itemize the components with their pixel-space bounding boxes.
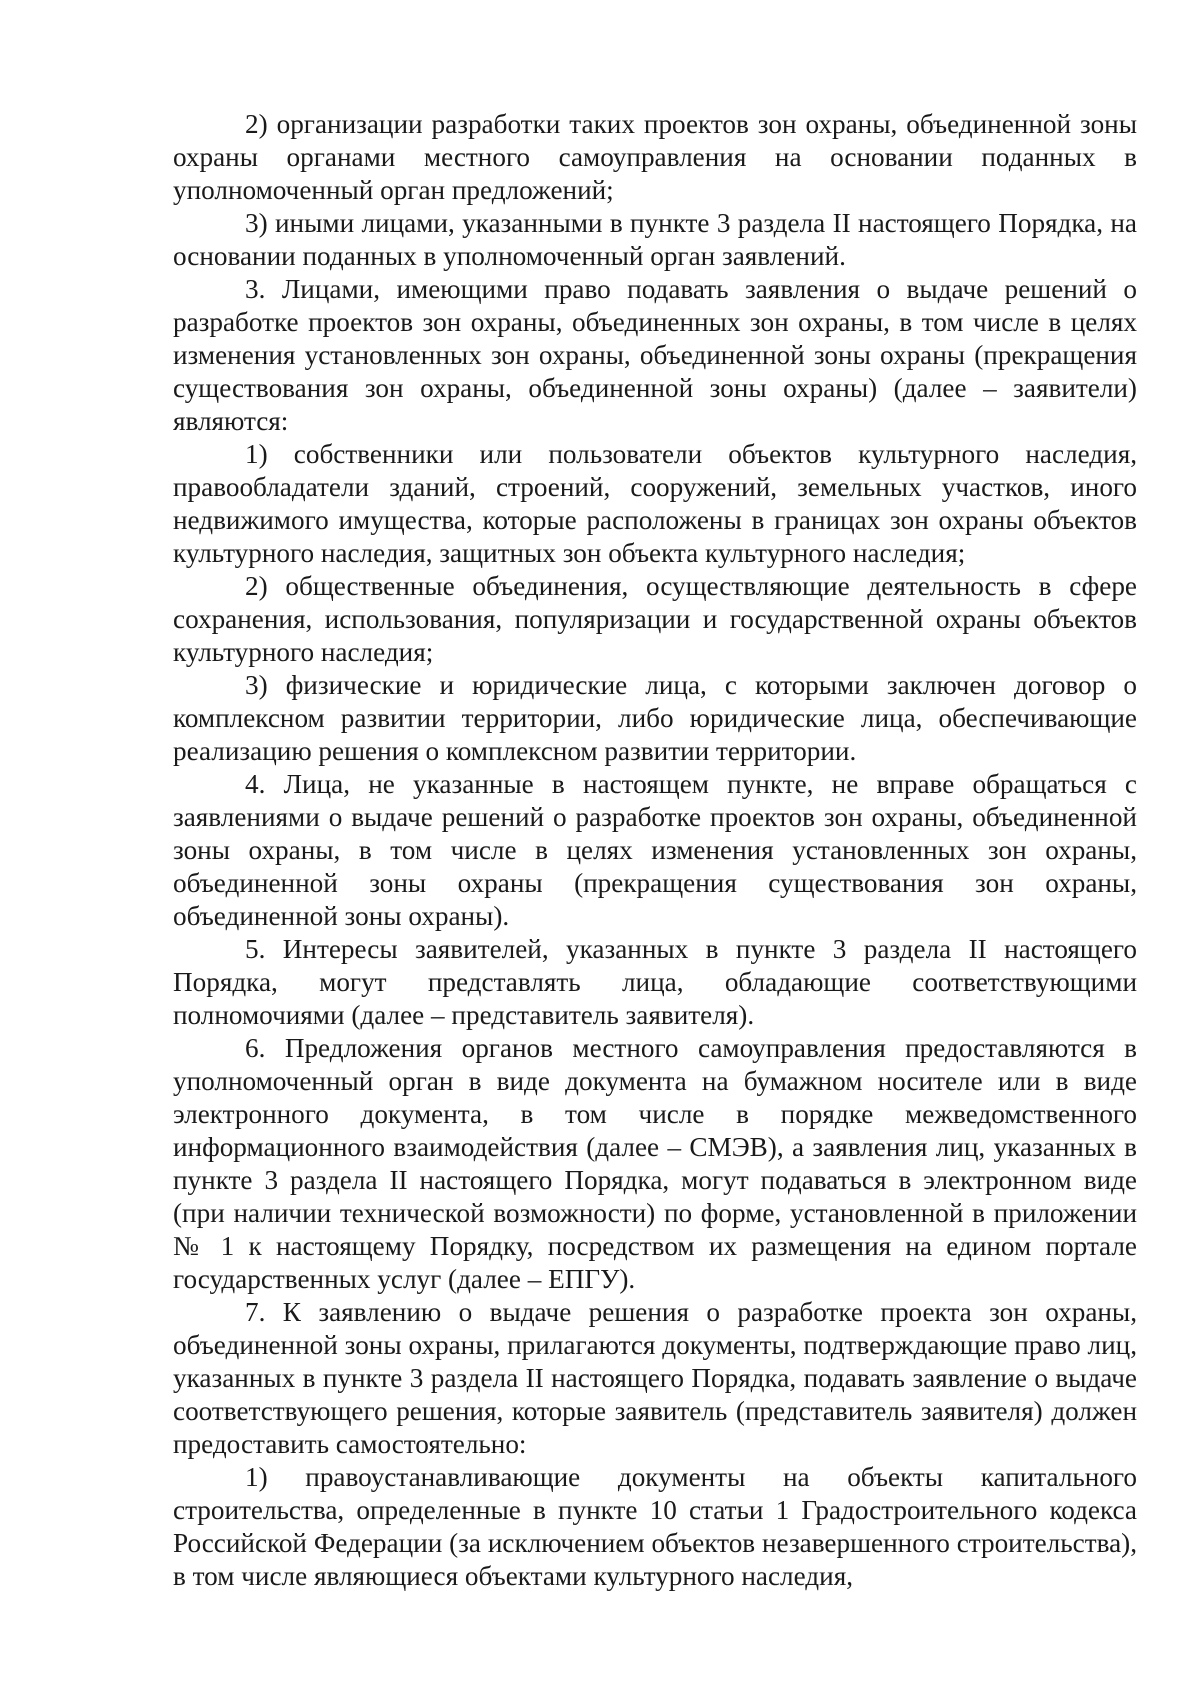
paragraph-clause-7-documents: 7. К заявлению о выдаче решения о разработке проекта зон охраны, объединенной зоны охраны, прилагаются документы, подтверждающие право лиц, указанных в пункте 3 раздела II настоящего Порядка, подавать заявление о выдаче соответствующего решения, которые заявитель (представитель заявителя) должен предоставить самостоятельно:: [173, 1297, 1137, 1459]
paragraph-item-2-organization: 2) организации разработки таких проектов зон охраны, объединенной зоны охраны органами местного самоуправления на основании поданных в уполномоченный орган предложений;: [173, 109, 1137, 205]
paragraph-clause-4-not-entitled: 4. Лица, не указанные в настоящем пункте, не вправе обращаться с заявлениями о выдаче решений о разработке проектов зон охраны, объединенной зоны охраны, в том числе в целях изменения установленных зон охраны, объединенной зоны охраны (прекращения существования зон охраны, объединенной зоны охраны).: [173, 769, 1137, 931]
document-page: [173, 108, 1137, 1593]
paragraph-item-1-title-documents: 1) правоустанавливающие документы на объекты капитального строительства, определенные в пункте 10 статьи 1 Градостроительного кодекса Российской Федерации (за исключением объектов незавершенного строительства), в том числе являющиеся объектами культурного наследия,: [173, 1462, 1137, 1591]
paragraph-item-1-owners: 1) собственники или пользователи объектов культурного наследия, правообладатели зданий, строений, сооружений, земельных участков, иного недвижимого имущества, которые расположены в границах зон охраны объектов культурного наследия, защитных зон объекта культурного наследия;: [173, 439, 1137, 568]
paragraph-clause-3-applicants: 3. Лицами, имеющими право подавать заявления о выдаче решений о разработке проектов зон охраны, объединенных зон охраны, в том числе в целях изменения установленных зон охраны, объединенной зоны охраны (прекращения существования зон охраны, объединенной зоны охраны) (далее – заявители) являются:: [173, 274, 1137, 436]
paragraph-item-2-public-associations: 2) общественные объединения, осуществляющие деятельность в сфере сохранения, использования, популяризации и государственной охраны объектов культурного наследия;: [173, 571, 1137, 667]
paragraph-clause-6-submission: 6. Предложения органов местного самоуправления предоставляются в уполномоченный орган в виде документа на бумажном носителе или в виде электронного документа, в том числе в порядке межведомственного информационного взаимодействия (далее – СМЭВ), а заявления лиц, указанных в пункте 3 раздела II настоящего Порядка, могут подаваться в электронном виде (при наличии технической возможности) по форме, установленной в приложении № 1 к настоящему Порядку, посредством их размещения на едином портале государственных услуг (далее – ЕПГУ).: [173, 1033, 1137, 1294]
paragraph-item-3-legal-entities: 3) физические и юридические лица, с которыми заключен договор о комплексном развитии территории, либо юридические лица, обеспечивающие реализацию решения о комплексном развитии территории.: [173, 670, 1137, 766]
paragraph-item-3-other-persons: 3) иными лицами, указанными в пункте 3 раздела II настоящего Порядка, на основании поданных в уполномоченный орган заявлений.: [173, 208, 1137, 271]
paragraph-clause-5-representatives: 5. Интересы заявителей, указанных в пункте 3 раздела II настоящего Порядка, могут представлять лица, обладающие соответствующими полномочиями (далее – представитель заявителя).: [173, 934, 1137, 1030]
